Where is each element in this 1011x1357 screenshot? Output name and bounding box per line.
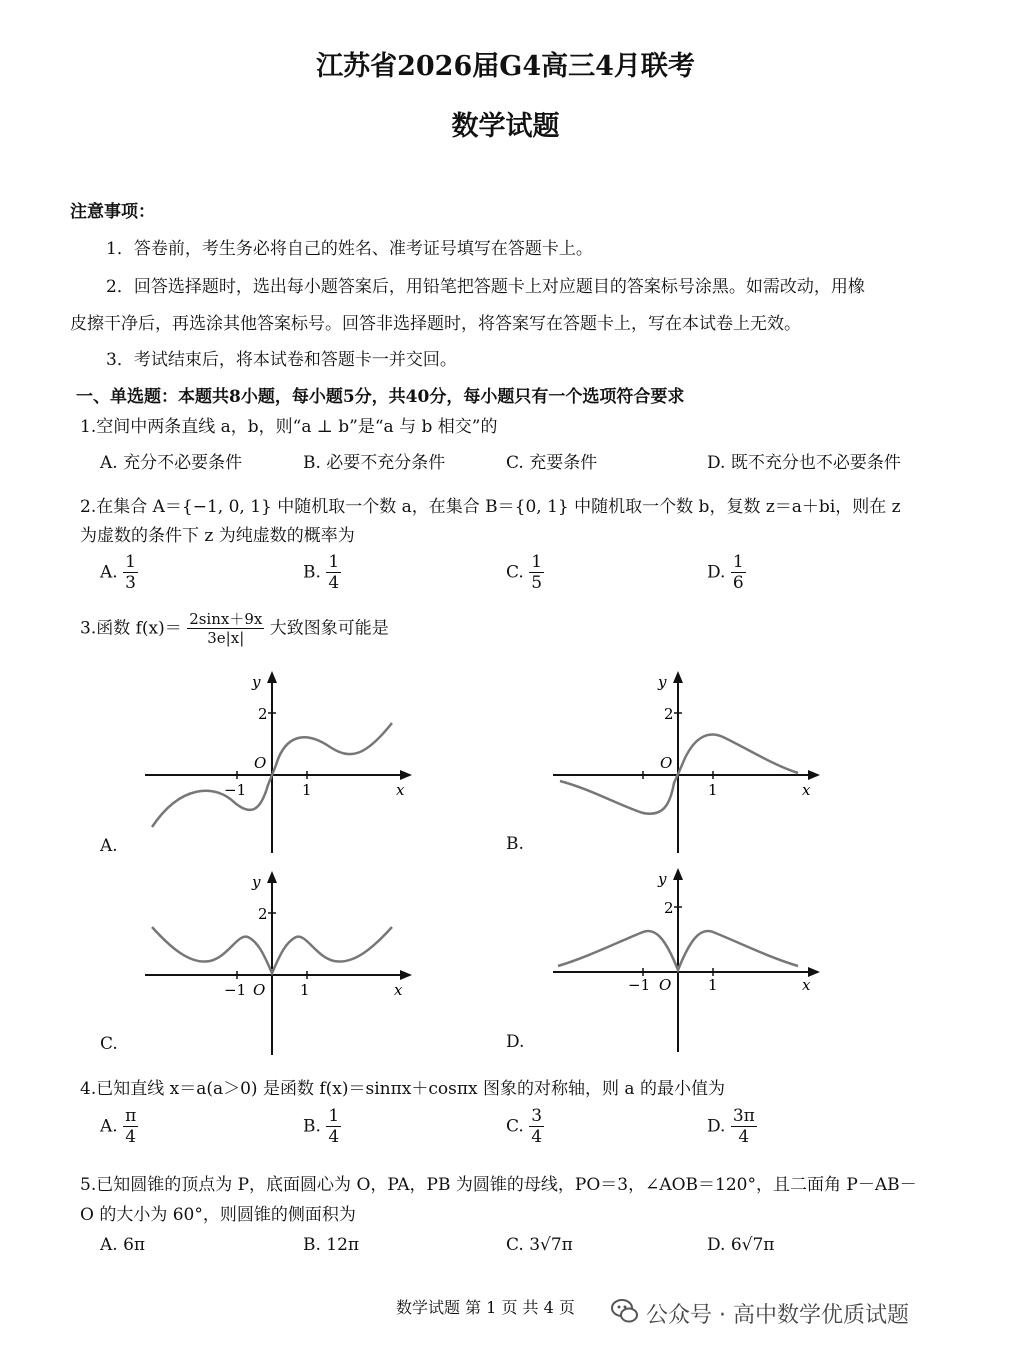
q4-option-a: A. $\frac{\pi}{4}$ bbox=[100, 1106, 137, 1147]
q3-graph-b bbox=[548, 665, 828, 865]
q2-stem-line1: 2.在集合 A＝{−1, 0, 1} 中随机取一个数 a，在集合 B＝{0, 1} 中随机取一个数 b，复数 z＝a＋bi，则在 z bbox=[80, 497, 901, 517]
exam-subtitle: 数学试题 bbox=[451, 111, 560, 142]
x-arrow-icon bbox=[400, 770, 412, 780]
notice-item-2-cont: 皮擦干净后，再选涂其他答案标号。回答非选择题时，将答案写在答题卡上，写在本试卷上无效。 bbox=[70, 314, 801, 334]
notice-item-1: 1．答卷前，考生务必将自己的姓名、准考证号填写在答题卡上。 bbox=[106, 239, 593, 259]
q2-option-a: A. $\frac{1}{3}$ bbox=[100, 552, 136, 593]
q4-option-b: B. $\frac{1}{4}$ bbox=[303, 1106, 340, 1147]
notice-heading: 注意事项： bbox=[70, 202, 155, 222]
notice-item-2: 2．回答选择题时，选出每小题答案后，用铅笔把答题卡上对应题目的答案标号涂黑。如需改动，用橡 bbox=[106, 277, 865, 297]
svg-text:O: O bbox=[660, 754, 673, 772]
q5-option-a: A. 6π bbox=[100, 1235, 146, 1255]
notice-item-3: 3．考试结束后，将本试卷和答题卡一并交回。 bbox=[106, 350, 457, 370]
q5-option-b: B. 12π bbox=[303, 1235, 360, 1255]
svg-text:2: 2 bbox=[258, 905, 268, 923]
y-arrow-icon bbox=[673, 868, 683, 880]
page-footer: 数学试题 第 1 页 共 4 页 bbox=[396, 1298, 575, 1317]
svg-text:x: x bbox=[802, 781, 811, 799]
wechat-icon bbox=[610, 1296, 640, 1326]
y-tick-label: 2 bbox=[258, 705, 268, 723]
y-arrow-icon bbox=[267, 671, 277, 683]
svg-text:−1: −1 bbox=[628, 976, 651, 994]
q5-option-d: D. 6√7π bbox=[707, 1235, 775, 1255]
svg-text:x: x bbox=[394, 981, 403, 999]
q3-graph-a bbox=[140, 665, 420, 865]
y-arrow-icon bbox=[673, 671, 683, 683]
q2-option-b: B. $\frac{1}{4}$ bbox=[303, 552, 340, 593]
q5-option-c: C. 3√7π bbox=[506, 1235, 573, 1255]
x-pos-tick-label: 1 bbox=[302, 781, 312, 799]
x-neg-tick-label: −1 bbox=[224, 781, 247, 799]
svg-text:O: O bbox=[659, 976, 672, 994]
q4-stem: 4.已知直线 x＝a(a＞0) 是函数 f(x)＝sinπx＋cosπx 图象的对称轴，则 a 的最小值为 bbox=[80, 1079, 725, 1099]
q3-graph-c bbox=[140, 865, 420, 1060]
q3-option-c-label: C. bbox=[100, 1034, 118, 1054]
q3-option-b-label: B. bbox=[506, 834, 524, 854]
section-heading: 一、单选题：本题共8小题，每小题5分，共40分，每小题只有一个选项符合要求 bbox=[76, 387, 685, 407]
x-label: x bbox=[396, 781, 405, 799]
svg-text:y: y bbox=[658, 870, 667, 888]
svg-text:1: 1 bbox=[708, 976, 718, 994]
q5-stem-line2: O 的大小为 60°，则圆锥的侧面积为 bbox=[80, 1205, 356, 1225]
q3-graph-d bbox=[548, 862, 828, 1057]
q1-option-a: A. 充分不必要条件 bbox=[100, 453, 243, 473]
origin-label: O bbox=[254, 754, 267, 772]
svg-text:1: 1 bbox=[708, 781, 718, 799]
exam-title: 江苏省2026届G4高三4月联考 bbox=[316, 51, 695, 82]
q3-option-a-label: A. bbox=[100, 836, 118, 856]
y-arrow-icon bbox=[267, 871, 277, 883]
q4-option-d: D. $\frac{3\pi}{4}$ bbox=[707, 1106, 755, 1147]
watermark: 公众号 · 高中数学优质试题 bbox=[646, 1303, 909, 1328]
q1-option-d: D. 既不充分也不必要条件 bbox=[707, 453, 901, 473]
q4-option-c: C. $\frac{3}{4}$ bbox=[506, 1106, 543, 1147]
q2-option-c: C. $\frac{1}{5}$ bbox=[506, 552, 543, 593]
q1-option-c: C. 充要条件 bbox=[506, 453, 598, 473]
q3-option-d-label: D. bbox=[506, 1032, 525, 1052]
q1-option-b: B. 必要不充分条件 bbox=[303, 453, 446, 473]
svg-text:2: 2 bbox=[664, 705, 674, 723]
q2-option-d: D. $\frac{1}{6}$ bbox=[707, 552, 744, 593]
svg-text:2: 2 bbox=[664, 899, 674, 917]
svg-text:x: x bbox=[802, 976, 811, 994]
x-arrow-icon bbox=[808, 770, 820, 780]
svg-text:−1: −1 bbox=[224, 981, 247, 999]
svg-text:y: y bbox=[658, 673, 667, 691]
y-label: y bbox=[252, 673, 261, 691]
x-arrow-icon bbox=[400, 970, 412, 980]
q3-stem: 3.函数 f(x)＝ $\frac{2\sin x+9x}{3e|x|}$ 大致图象可能是 bbox=[80, 610, 389, 647]
q2-stem-line2: 为虚数的条件下 z 为纯虚数的概率为 bbox=[80, 526, 355, 546]
q5-stem-line1: 5.已知圆锥的顶点为 P，底面圆心为 O，PA，PB 为圆锥的母线，PO＝3，∠AOB＝120°，且二面角 P－AB－ bbox=[80, 1175, 917, 1195]
svg-text:y: y bbox=[252, 873, 261, 891]
svg-text:1: 1 bbox=[300, 981, 310, 999]
svg-text:O: O bbox=[253, 981, 266, 999]
q1-stem: 1.空间中两条直线 a，b，则“a ⊥ b”是“a 与 b 相交”的 bbox=[80, 417, 498, 437]
